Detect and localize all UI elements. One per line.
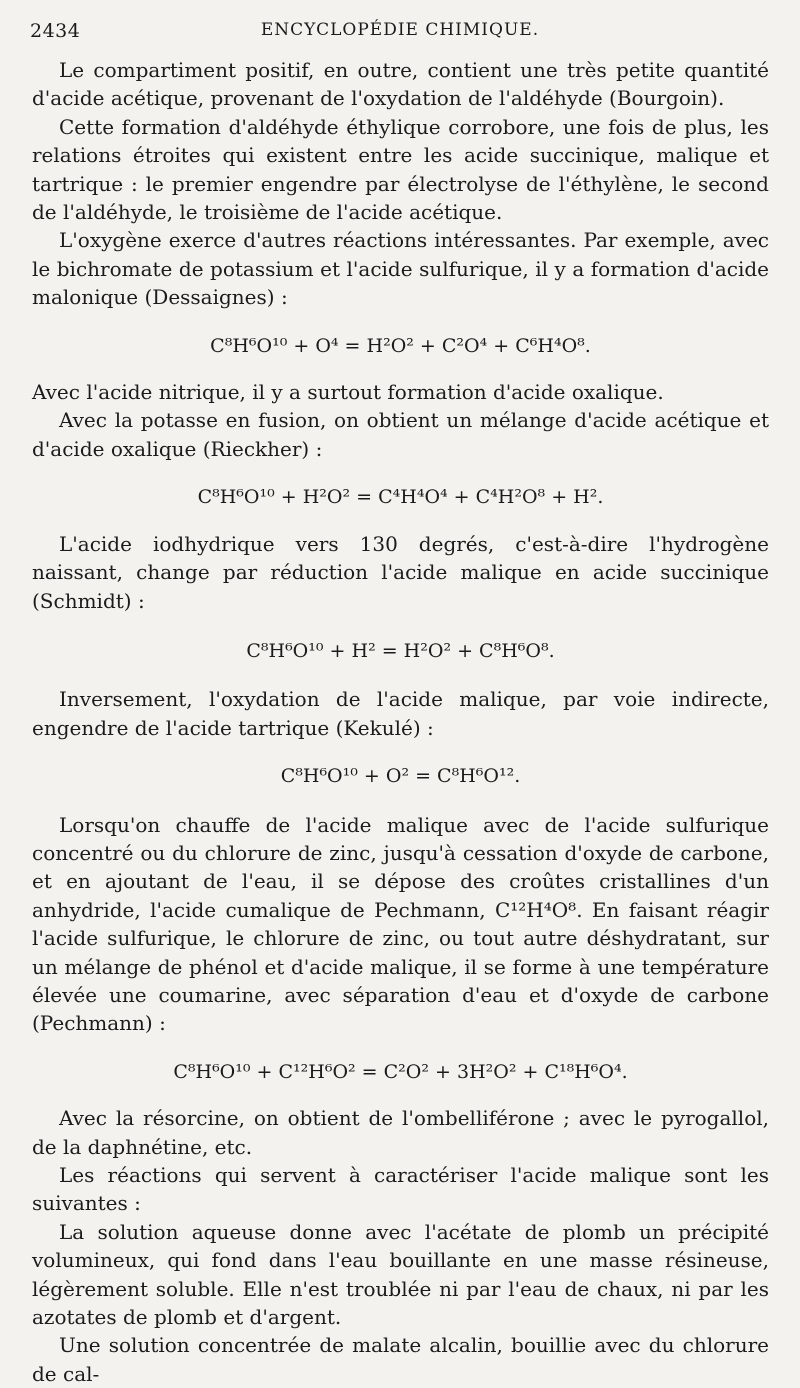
paragraph: Avec la résorcine, on obtient de l'ombelliférone ; avec le pyrogallol, de la daphnétine, etc. [32, 1106, 769, 1159]
paragraph-text: Lorsqu'on chauffe de l'acide malique avec de l'acide sulfurique concentré ou du chlorure de zinc, jusqu'à cessation d'oxyde de carbone, et en ajoutant de l'eau, il se dépose des croûtes cristallines d'un anhydride, l'acide cumalique de Pechmann, [32, 812, 769, 922]
equation: C⁸H⁶O¹⁰ + H² = H²O² + C⁸H⁶O⁸. [246, 639, 555, 662]
paragraph: Avec l'acide nitrique, il y a surtout formation d'acide oxalique. [32, 380, 664, 405]
paragraph: Le compartiment positif, en outre, contient une très petite quantité d'acide acétique, provenant de l'oxydation de l'aldéhyde (Bourgoin). [32, 58, 769, 111]
page-number: 2434 [30, 20, 81, 42]
paragraph-text: . En faisant réagir l'acide sulfurique, le chlorure de zinc, ou tout autre déshydratant, sur un mélange de phénol et d'acide malique, il se forme à une température élevée une coumarine, avec séparation d'eau et d'oxyde de carbone (Pechmann) : [32, 897, 769, 1036]
paragraph: Une solution concentrée de malate alcalin, bouillie avec du chlorure de cal- [32, 1333, 769, 1386]
equation: C⁸H⁶O¹⁰ + H²O² = C⁴H⁴O⁴ + C⁴H²O⁸ + H². [197, 486, 604, 509]
paragraph: La solution aqueuse donne avec l'acétate de plomb un précipité volumineux, qui fond dans l'eau bouillante en une masse résineuse, légèrement soluble. Elle n'est troublée ni par l'eau de chaux, ni par les azotates de plomb et d'argent. [32, 1219, 769, 1330]
page-body [32, 56, 769, 1388]
paragraph: Les réactions qui servent à caractériser l'acide malique sont les suivantes : [32, 1163, 769, 1216]
paragraph: Avec la potasse en fusion, on obtient un mélange d'acide acétique et d'acide oxalique (Rieckher) : [32, 408, 769, 461]
page-header [30, 20, 770, 48]
paragraph [32, 811, 769, 1038]
running-title: ENCYCLOPÉDIE CHIMIQUE. [260, 20, 540, 40]
paragraph: L'acide iodhydrique vers 130 degrés, c'est-à-dire l'hydrogène naissant, change par réduction l'acide malique en acide succinique (Schmidt) : [32, 531, 769, 613]
equation: C⁸H⁶O¹⁰ + C¹²H⁶O² = C²O² + 3H²O² + C¹⁸H⁶O⁴. [173, 1060, 628, 1083]
paragraph: L'oxygène exerce d'autres réactions intéressantes. Par exemple, avec le bichromate de potassium et l'acide sulfurique, il y a formation d'acide malonique (Dessaignes) : [32, 228, 769, 310]
formula: C¹²H⁴O⁸ [494, 897, 577, 922]
equation: C⁸H⁶O¹⁰ + O² = C⁸H⁶O¹². [280, 765, 521, 788]
equation: C⁸H⁶O¹⁰ + O⁴ = H²O² + C²O⁴ + C⁶H⁴O⁸. [210, 334, 591, 357]
paragraph: Cette formation d'aldéhyde éthylique corrobore, une fois de plus, les relations étroites qui existent entre les acide succinique, malique et tartrique : le premier engendre par électrolyse de l'éthylène, le second de l'aldéhyde, le troisième de l'acide acétique. [32, 114, 769, 225]
paragraph: Inversement, l'oxydation de l'acide malique, par voie indirecte, engendre de l'acide tartrique (Kekulé) : [32, 687, 769, 740]
